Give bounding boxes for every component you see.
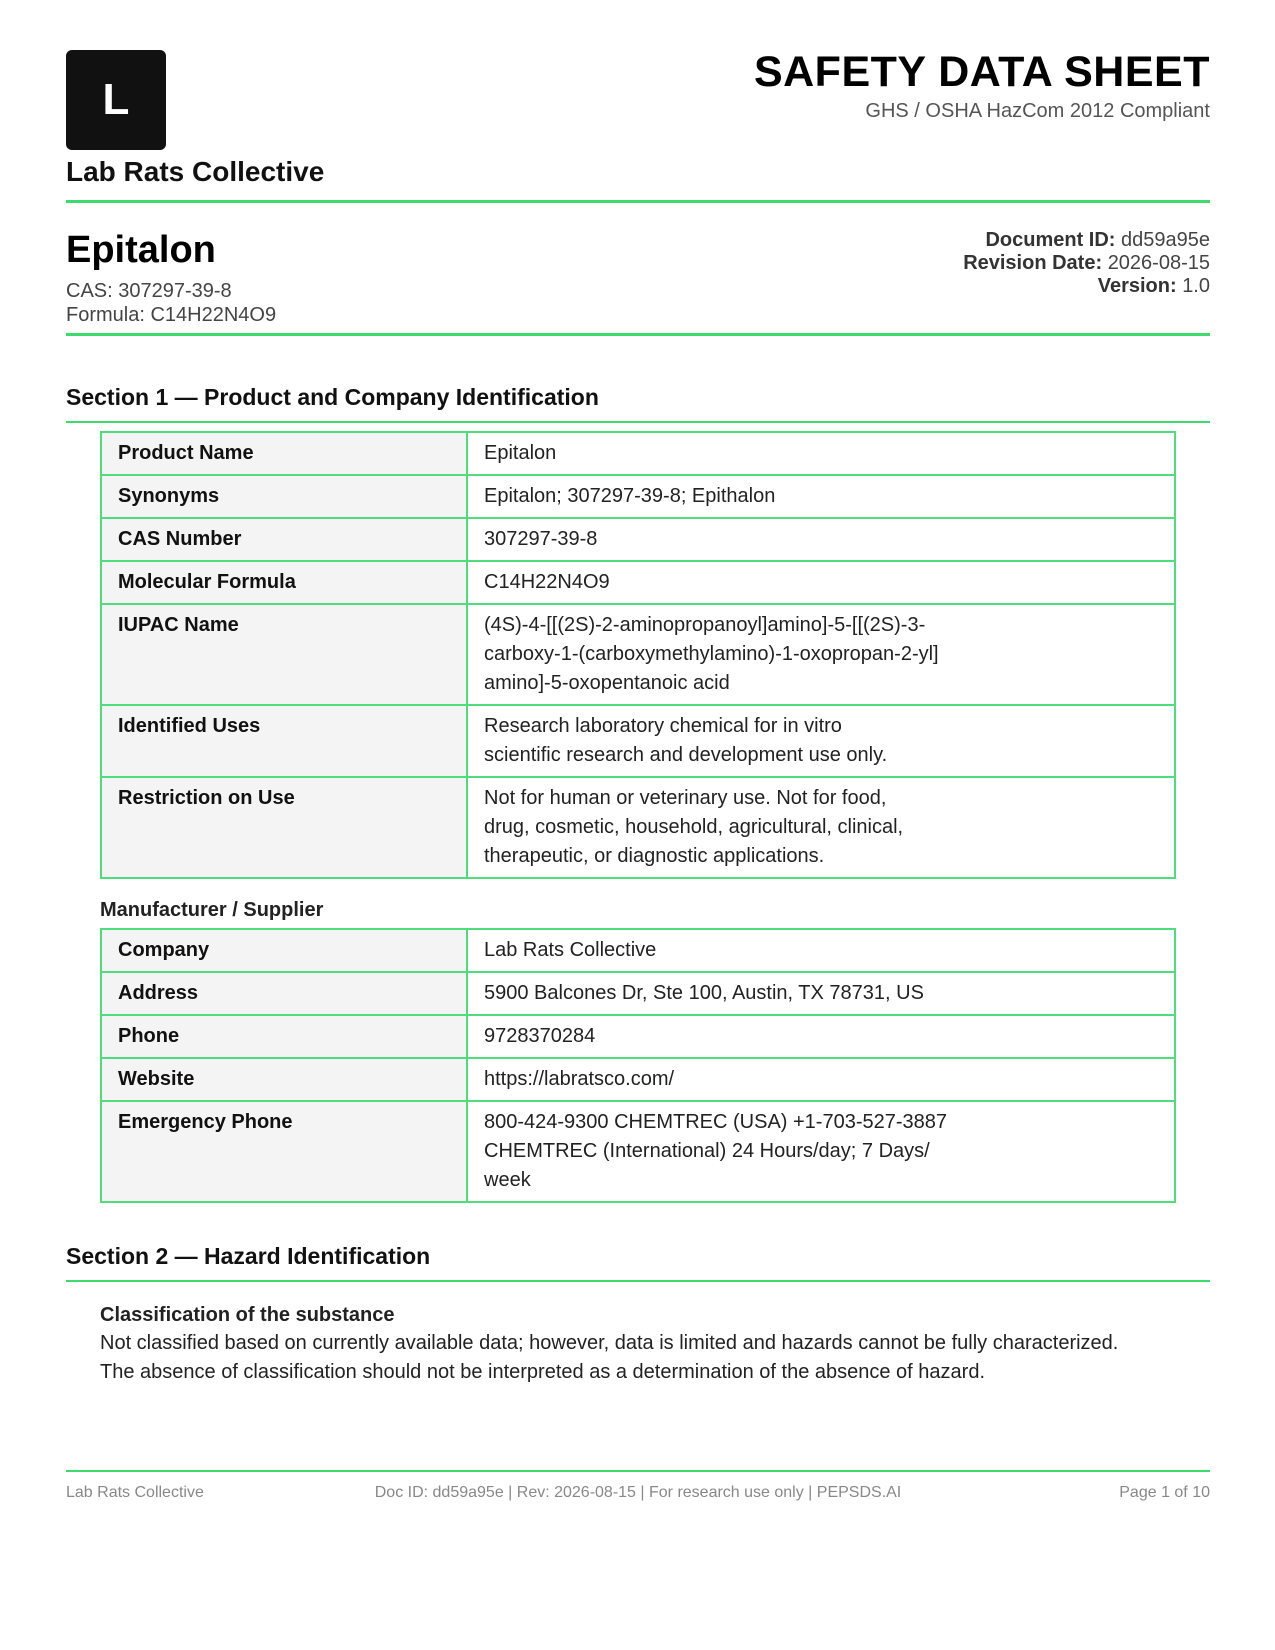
classification-heading: Classification of the substance: [100, 1304, 395, 1326]
identification-row: [101, 518, 1175, 561]
field-value: Not for human or veterinary use. Not for food, drug, cosmetic, household, agricultural, clinical, therapeutic, or diagnostic applications.: [467, 777, 1175, 878]
footer-doc-info: Doc ID: dd59a95e | Rev: 2026-08-15 | For research use only | PEPSDS.AI: [374, 1484, 902, 1501]
company-logo: [66, 50, 166, 150]
section-1-title: Section 1 — Product and Company Identification: [66, 384, 599, 410]
field-label: Synonyms: [101, 475, 467, 518]
field-value: Epitalon: [467, 432, 1175, 475]
supplier-heading: Manufacturer / Supplier: [100, 899, 324, 921]
field-value: Lab Rats Collective: [467, 929, 1175, 972]
revision-date-row: [963, 252, 1210, 275]
product-divider: [66, 333, 1210, 336]
revision-date-label: Revision Date:: [963, 252, 1103, 274]
footer-row: [66, 1484, 1210, 1508]
product-meta: [66, 279, 276, 327]
version-row: [963, 275, 1210, 298]
field-value: 9728370284: [467, 1015, 1175, 1058]
identification-row: [101, 604, 1175, 705]
section-2-divider: [66, 1280, 1210, 1282]
document-title: SAFETY DATA SHEET: [753, 48, 1210, 96]
supplier-row: [101, 972, 1175, 1015]
document-meta: [963, 229, 1210, 298]
logo-letter: L: [102, 75, 130, 124]
section-2-title: Section 2 — Hazard Identification: [66, 1243, 431, 1269]
version-label: Version:: [1097, 275, 1177, 297]
classification-text: Not classified based on currently available data; however, data is limited and hazards cannot be fully characterized. The absence of classification should not be interpreted as a determination of the absence of hazard.: [100, 1332, 1119, 1383]
footer-company: Lab Rats Collective: [66, 1484, 204, 1501]
section-1-body: [100, 431, 1176, 1203]
section-2-body: [100, 1304, 1176, 1387]
footer-divider: [66, 1470, 1210, 1472]
field-value: Research laboratory chemical for in vitro scientific research and development use only.: [467, 705, 1175, 777]
supplier-row: [101, 1101, 1175, 1202]
version-value: 1.0: [1182, 275, 1210, 297]
sds-page: [66, 48, 1210, 1387]
product-name: Epitalon: [66, 229, 216, 271]
identification-row: [101, 705, 1175, 777]
document-subtitle: GHS / OSHA HazCom 2012 Compliant: [865, 100, 1210, 122]
field-label: Phone: [101, 1015, 467, 1058]
supplier-row: [101, 1015, 1175, 1058]
revision-date-value: 2026-08-15: [1107, 252, 1210, 274]
document-id-label: Document ID:: [985, 229, 1116, 251]
field-value: 5900 Balcones Dr, Ste 100, Austin, TX 78731, US: [467, 972, 1175, 1015]
field-value: 800-424-9300 CHEMTREC (USA) +1-703-527-3887 CHEMTREC (International) 24 Hours/day; 7 Days/ week: [467, 1101, 1175, 1202]
field-label: Molecular Formula: [101, 561, 467, 604]
section-1-divider: [66, 421, 1210, 423]
field-label: Company: [101, 929, 467, 972]
identification-row: [101, 432, 1175, 475]
field-value: C14H22N4O9: [467, 561, 1175, 604]
field-label: Identified Uses: [101, 705, 467, 777]
field-value: 307297-39-8: [467, 518, 1175, 561]
supplier-table: [100, 928, 1176, 1203]
field-label: Product Name: [101, 432, 467, 475]
cas-line: CAS: 307297-39-8: [66, 280, 232, 302]
identification-row: [101, 475, 1175, 518]
product-summary: [66, 203, 1210, 333]
field-label: Restriction on Use: [101, 777, 467, 878]
field-label: IUPAC Name: [101, 604, 467, 705]
field-label: Emergency Phone: [101, 1101, 467, 1202]
identification-row: [101, 777, 1175, 878]
supplier-row: [101, 1058, 1175, 1101]
field-label: Address: [101, 972, 467, 1015]
field-label: CAS Number: [101, 518, 467, 561]
footer-page-number: Page 1 of 10: [1119, 1484, 1210, 1501]
company-name: Lab Rats Collective: [66, 156, 325, 187]
product-identification-table: [100, 431, 1176, 879]
document-header: [66, 48, 1210, 200]
document-id-row: [963, 229, 1210, 252]
field-value: (4S)-4-[[(2S)-2-aminopropanoyl]amino]-5-[[(2S)-3- carboxy-1-(carboxymethylamino)-1-oxopropan-2-yl] amino]-5-oxopentanoic acid: [467, 604, 1175, 705]
formula-line: Formula: C14H22N4O9: [66, 304, 277, 326]
identification-row: [101, 561, 1175, 604]
field-label: Website: [101, 1058, 467, 1101]
document-id-value: dd59a95e: [1121, 229, 1210, 251]
page-footer: [66, 1470, 1210, 1508]
supplier-row: [101, 929, 1175, 972]
field-value: Epitalon; 307297-39-8; Epithalon: [467, 475, 1175, 518]
field-value: https://labratsco.com/: [467, 1058, 1175, 1101]
